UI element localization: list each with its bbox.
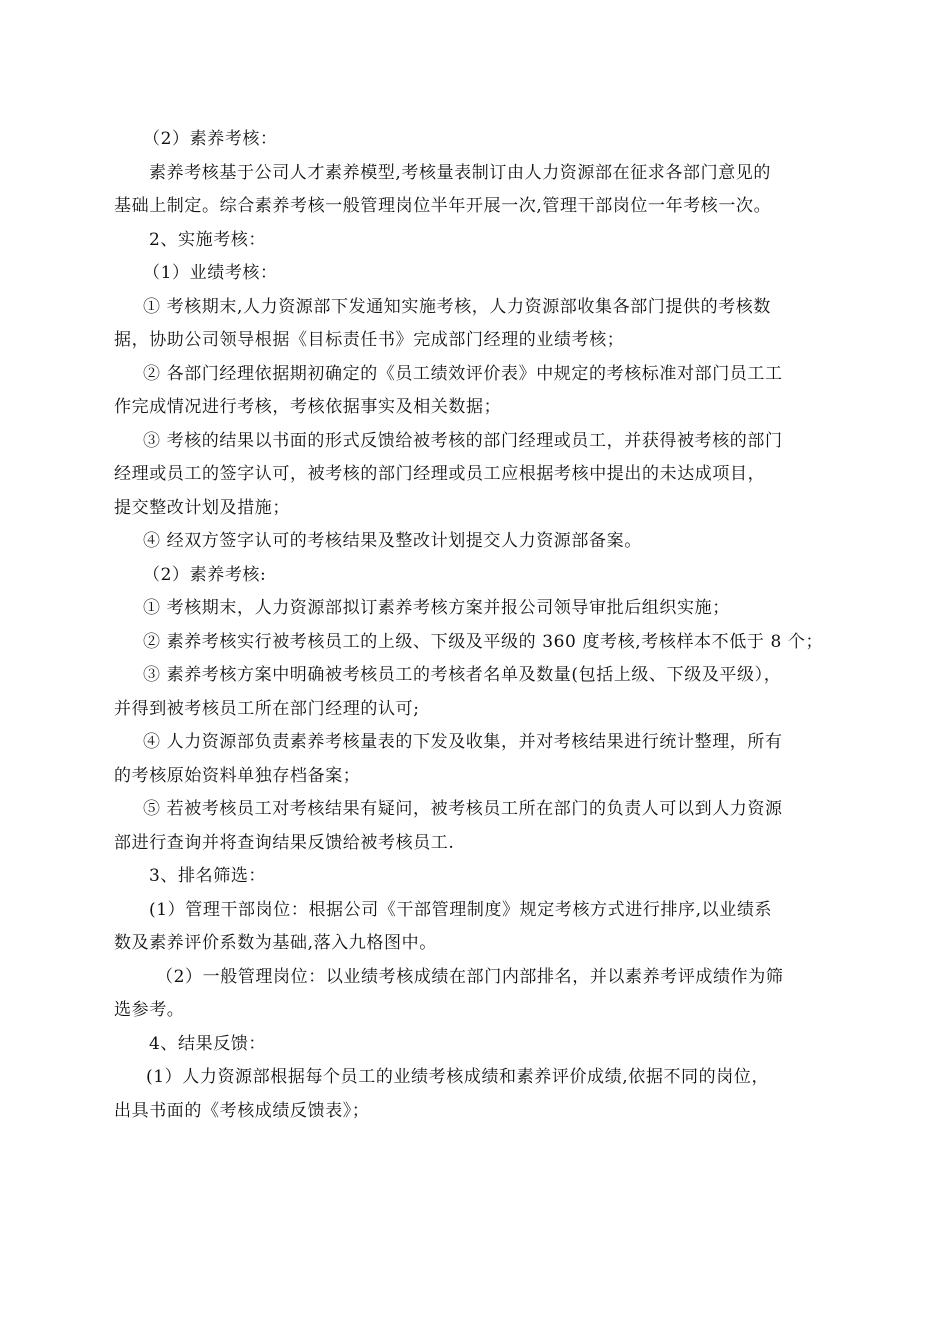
- list-item: ② 各部门经理依据期初确定的《员工绩效评价表》中规定的考核标准对部门员工工: [143, 363, 783, 384]
- list-item: ③ 素养考核方案中明确被考核员工的考核者名单及数量(包括上级、下级及平级），: [143, 665, 782, 685]
- list-item: （2）一般管理岗位：以业绩考核成绩在部门内部排名，并以素养考评成绩作为筛: [156, 966, 784, 987]
- list-item: ① 考核期末,人力资源部下发通知实施考核，人力资源部收集各部门提供的考核数: [143, 296, 772, 317]
- section-heading-ranking: 3、排名筛选：: [149, 866, 267, 886]
- list-item: ① 考核期末，人力资源部拟订素养考核方案并报公司领导审批后组织实施；: [143, 598, 730, 618]
- list-item-continuation: 并得到被考核员工所在部门经理的认可;: [114, 698, 420, 719]
- list-item: ④ 人力资源部负责素养考核量表的下发及收集，并对考核结果进行统计整理，所有: [143, 732, 783, 752]
- document-body: [114, 123, 838, 1128]
- list-item-continuation: 部进行查询并将查询结果反馈给被考核员工.: [114, 832, 455, 853]
- subsection-heading-quality-assessment-2: （2）素养考核:: [143, 564, 267, 585]
- paragraph-line: 基础上制定。综合素养考核一般管理岗位半年开展一次,管理干部岗位一年考核一次。: [114, 196, 772, 216]
- list-item-continuation: 出具书面的《考核成绩反馈表》；: [114, 1100, 370, 1121]
- list-item-continuation: 选参考。: [114, 1000, 185, 1020]
- list-item-continuation: 的考核原始资料单独存档备案；: [114, 765, 361, 786]
- subsection-heading-quality-assessment: （2）素养考核：: [143, 129, 278, 149]
- list-item: ④ 经双方签字认可的考核结果及整改计划提交人力资源部备案。: [143, 531, 642, 551]
- list-item: ⑤ 若被考核员工对考核结果有疑问，被考核员工所在部门的负责人可以到人力资源: [143, 799, 783, 819]
- list-item: ③ 考核的结果以书面的形式反馈给被考核的部门经理或员工，并获得被考核的部门: [143, 430, 783, 451]
- section-heading-feedback: 4、结果反馈：: [149, 1033, 267, 1054]
- list-item-continuation: 作完成情况进行考核，考核依据事实及相关数据；: [114, 397, 502, 417]
- list-item-continuation: 经理或员工的签字认可，被考核的部门经理或员工应根据考核中提出的未达成项目，: [114, 464, 766, 484]
- list-item-continuation: 提交整改计划及措施；: [114, 497, 290, 518]
- paragraph-line: 素养考核基于公司人才素养模型,考核量表制订由人力资源部在征求各部门意见的: [149, 162, 772, 183]
- list-item: (1）管理干部岗位：根据公司《干部管理制度》规定考核方式进行排序,以业绩系: [149, 899, 773, 920]
- list-item: ② 素养考核实行被考核员工的上级、下级及平级的 360 度考核,考核样本不低于 8 个；: [143, 631, 824, 652]
- list-item-continuation: 据，协助公司领导根据《目标责任书》完成部门经理的业绩考核；: [114, 330, 625, 350]
- list-item: (1）人力资源部根据每个员工的业绩考核成绩和素养评价成绩,依据不同的岗位，: [146, 1067, 770, 1087]
- list-item-continuation: 数及素养评价系数为基础,落入九格图中。: [114, 933, 437, 953]
- subsection-heading-performance-assessment: （1）业绩考核：: [143, 263, 278, 283]
- section-heading-implementation: 2、实施考核：: [149, 229, 267, 250]
